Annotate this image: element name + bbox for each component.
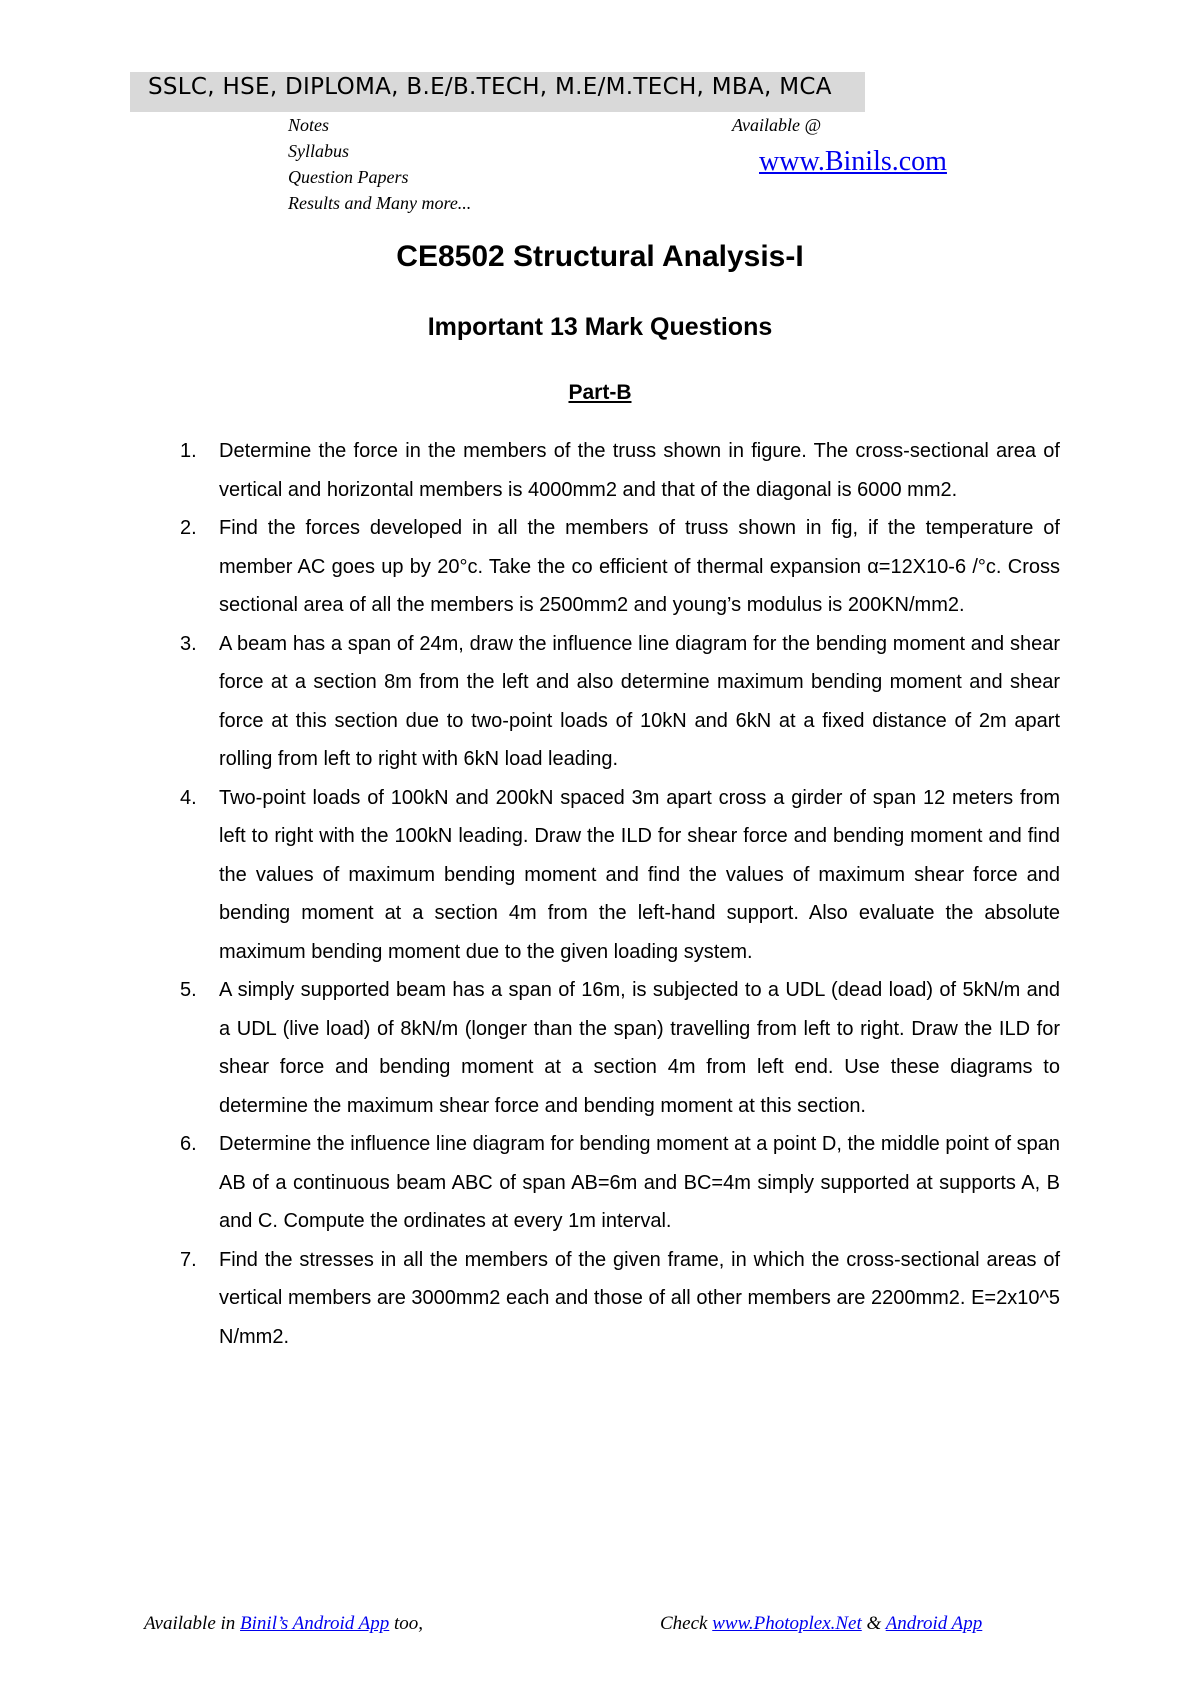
question-item <box>155 509 1060 625</box>
promo-item: Syllabus <box>288 141 349 161</box>
footer-left <box>144 1613 423 1635</box>
question-text: Determine the influence line diagram for bending moment at a point D, the middle point of span AB of a continuous beam ABC of span AB=6m and BC=4m simply supported at supports A, B and C. Compute the ordinates at every 1m interval. <box>219 1133 1060 1232</box>
question-number: 1. <box>180 440 197 462</box>
footer-left-prefix: Available in <box>144 1613 241 1634</box>
footer-ampersand: & <box>861 1613 886 1634</box>
question-text: Determine the force in the members of the truss shown in figure. The cross-sectional area of vertical and horizontal members is 4000mm2 and that of the diagonal is 6000 mm2. <box>219 440 1060 501</box>
question-number: 5. <box>180 979 197 1001</box>
photoplex-link[interactable]: www.Photoplex.Net <box>712 1613 862 1634</box>
page-title: CE8502 Structural Analysis-I <box>396 240 804 273</box>
question-item <box>155 779 1060 972</box>
android-app-link-2[interactable]: Android App <box>885 1613 983 1634</box>
question-text: A simply supported beam has a span of 16m, is subjected to a UDL (dead load) of 5kN/m and a UDL (live load) of 8kN/m (longer than the span) travelling from left to right. Draw the ILD for shear force and bending moment at a section 4m from left end. Use these diagrams to determine the maximum shear force and bending moment at this section. <box>219 979 1060 1117</box>
question-number: 3. <box>180 632 197 655</box>
available-label: Available @ <box>732 115 822 135</box>
page-subtitle: Important 13 Mark Questions <box>427 313 773 341</box>
promo-item: Results and Many more... <box>288 193 472 213</box>
question-number: 7. <box>180 1248 197 1271</box>
android-app-link[interactable]: Binil’s Android App <box>240 1613 390 1634</box>
part-heading: Part-B <box>568 381 632 404</box>
question-number: 2. <box>180 517 197 539</box>
footer-left-suffix: too, <box>389 1613 424 1634</box>
question-number: 6. <box>180 1133 197 1155</box>
question-item <box>155 1125 1060 1241</box>
question-list <box>155 432 1060 1356</box>
promo-list <box>288 112 471 216</box>
question-text: Two-point loads of 100kN and 200kN spaced 3m apart cross a girder of span 12 meters from left to right with the 100kN leading. Draw the ILD for shear force and bending moment and find the values of maximum bending moment and find the values of maximum shear force and bending moment at a section 4m from the left-hand support. Also evaluate the absolute maximum bending moment due to the given loading system. <box>219 786 1060 963</box>
footer-right-prefix: Check <box>660 1613 713 1634</box>
question-item <box>155 1241 1060 1357</box>
promo-item: Notes <box>288 115 330 135</box>
promo-item: Question Papers <box>288 167 409 187</box>
banner-text: SSLC, HSE, DIPLOMA, B.E/B.TECH, M.E/M.TECH, MBA, MCA <box>148 74 832 100</box>
question-item <box>155 971 1060 1125</box>
question-number: 4. <box>180 786 197 809</box>
question-text: Find the forces developed in all the members of truss shown in fig, if the temperature of member AC goes up by 20°c. Take the co efficient of thermal expansion α=12X10-6 /°c. Cross sectional area of all the members is 2500mm2 and young’s modulus is 200KN/mm2. <box>219 517 1060 616</box>
question-text: A beam has a span of 24m, draw the influence line diagram for the bending moment and shear force at a section 8m from the left and also determine maximum bending moment and shear force at this section due to two-point loads of 10kN and 6kN at a fixed distance of 2m apart rolling from left to right with 6kN load leading. <box>219 632 1060 770</box>
question-text: Find the stresses in all the members of the given frame, in which the cross-sectional areas of vertical members are 3000mm2 each and those of all other members are 2200mm2. E=2x10^5 N/mm2. <box>219 1248 1060 1348</box>
question-item <box>155 432 1060 509</box>
footer-right <box>660 1613 982 1635</box>
binils-link[interactable]: www.Binils.com <box>759 146 947 177</box>
question-item <box>155 625 1060 779</box>
